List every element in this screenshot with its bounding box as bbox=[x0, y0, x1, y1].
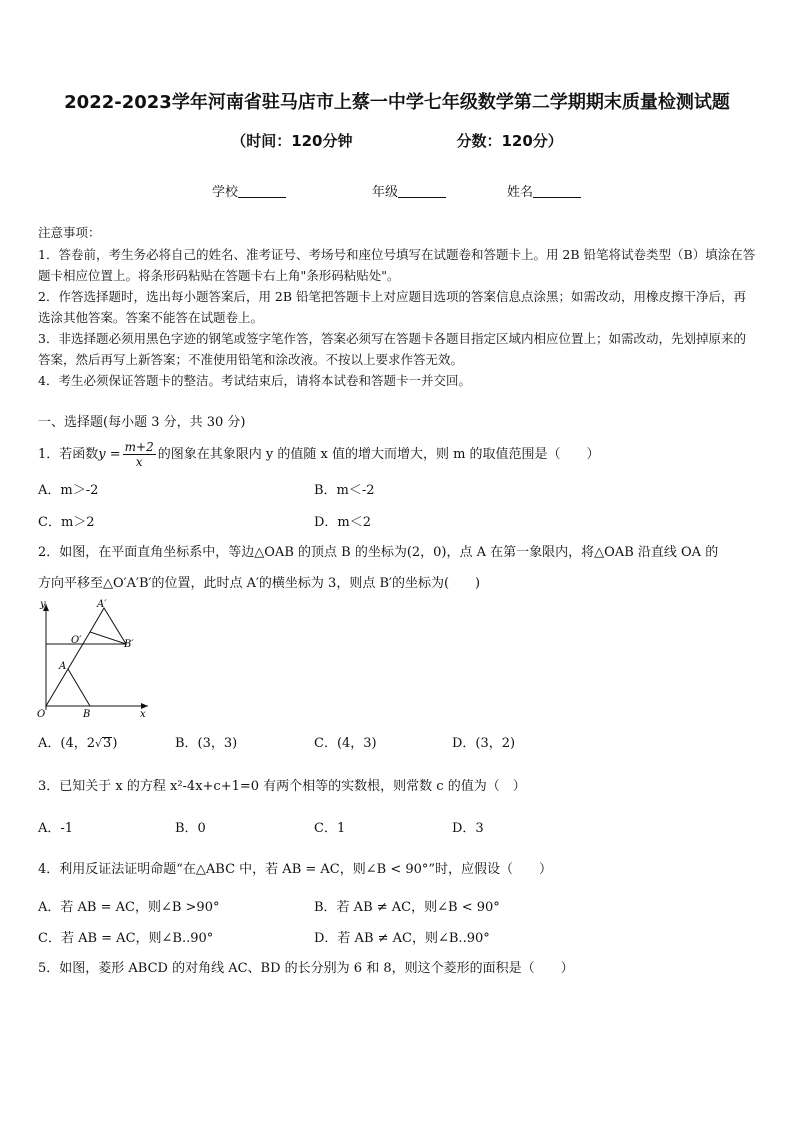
q2-text-line1: 2．如图，在平面直角坐标系中，等边△OAB 的顶点 B 的坐标为(2，0)，点 A 在第一象限内，将△OAB 沿直线 OA 的 bbox=[38, 545, 719, 560]
question-1 bbox=[38, 440, 600, 469]
question-3: 3．已知关于 x 的方程 x²-4x+c+1=0 有两个相等的实数根，则常数 c 的值为（ ） bbox=[38, 779, 526, 794]
q3-option-c[interactable]: C．1 bbox=[314, 821, 346, 836]
q1-function-var: y = bbox=[98, 447, 121, 462]
q2-option-a-close: ) bbox=[112, 736, 118, 751]
name-blank[interactable] bbox=[533, 184, 581, 198]
question-4: 4．利用反证法证明命题“在△ABC 中，若 AB = AC，则∠B < 90°”时，应假设（ ） bbox=[38, 862, 553, 877]
sqrt-icon: √ bbox=[95, 737, 103, 750]
q2-option-a-text: A．(4，2 bbox=[38, 736, 96, 751]
name-label: 姓名 bbox=[507, 185, 534, 200]
q4-option-b[interactable]: B．若 AB ≠ AC，则∠B < 90° bbox=[314, 900, 500, 915]
label-a: A bbox=[59, 661, 67, 672]
q2-option-c[interactable]: C．(4，3) bbox=[314, 736, 377, 751]
label-o: O bbox=[37, 709, 46, 720]
q2-option-b[interactable]: B．(3，3) bbox=[175, 736, 238, 751]
q3-option-b[interactable]: B．0 bbox=[175, 821, 206, 836]
label-o-prime: O′ bbox=[71, 635, 82, 646]
q4-option-c[interactable]: C．若 AB = AC，则∠B..90° bbox=[38, 931, 214, 946]
grade-field[interactable] bbox=[372, 181, 446, 200]
school-field[interactable] bbox=[212, 181, 286, 200]
q1-option-b[interactable]: B．m＜-2 bbox=[314, 483, 375, 498]
q2-text-line2: 方向平移至△O′A′B′的位置，此时点 A′的横坐标为 3，则点 B′的坐标为( ) bbox=[38, 576, 481, 591]
notice-heading: 注意事项： bbox=[38, 225, 101, 240]
q1-text-pre: 1．若函数 bbox=[38, 447, 99, 462]
label-x: x bbox=[140, 709, 146, 720]
q2-coordinate-figure bbox=[36, 598, 156, 723]
q2-option-d[interactable]: D．(3，2) bbox=[452, 736, 516, 751]
total-score: 分数：120分） bbox=[456, 132, 563, 150]
school-label: 学校 bbox=[212, 185, 239, 200]
triangle-oab bbox=[46, 669, 90, 706]
notice-item: 3．非选择题必须用黑色字迹的钢笔或签字笔作答，答案必须写在答题卡各题目指定区域内相应位置上；如需改动，先划掉原来的答案，然后再写上新答案；不准使用铅笔和涂改液。不按以上要求作答无效。 bbox=[38, 331, 746, 367]
time-limit: （时间：120分钟 bbox=[231, 132, 353, 150]
q3-option-a[interactable]: A．-1 bbox=[38, 821, 74, 836]
question-5: 5．如图，菱形 ABCD 的对角线 AC、BD 的长分别为 6 和 8，则这个菱形的面积是（ ） bbox=[38, 961, 574, 976]
notice-item: 4．考生必须保证答题卡的整洁。考试结束后，请将本试卷和答题卡一并交回。 bbox=[38, 373, 471, 388]
exam-meta bbox=[0, 130, 794, 151]
triangle-o1a1b1 bbox=[90, 608, 126, 644]
name-field[interactable] bbox=[507, 181, 581, 200]
notice-item: 2．作答选择题时，选出每小题答案后，用 2B 铅笔把答题卡上对应题目选项的答案信息点涂黑；如需改动，用橡皮擦干净后，再选涂其他答案。答案不能答在试题卷上。 bbox=[38, 289, 747, 325]
q1-denominator: x bbox=[135, 455, 143, 469]
label-y: y bbox=[40, 599, 46, 610]
q1-option-c[interactable]: C．m＞2 bbox=[38, 515, 95, 530]
q4-option-d[interactable]: D．若 AB ≠ AC，则∠B..90° bbox=[314, 931, 490, 946]
q1-fraction bbox=[123, 440, 156, 469]
label-a-prime: A′ bbox=[97, 599, 107, 610]
q3-option-d[interactable]: D．3 bbox=[452, 821, 484, 836]
q2-option-a-radicand: 3 bbox=[103, 736, 112, 751]
q1-text-post: 的图象在其象限内 y 的值随 x 值的增大而增大，则 m 的取值范围是（ ） bbox=[157, 447, 600, 462]
q1-option-d[interactable]: D．m＜2 bbox=[314, 515, 372, 530]
q2-option-a[interactable] bbox=[38, 732, 117, 751]
section-heading: 一、选择题(每小题 3 分，共 30 分) bbox=[38, 415, 246, 430]
page-title: 2022-2023学年河南省驻马店市上蔡一中学七年级数学第二学期期末质量检测试题 bbox=[64, 92, 730, 113]
grade-blank[interactable] bbox=[398, 184, 446, 198]
q4-option-a[interactable]: A．若 AB = AC，则∠B >90° bbox=[38, 900, 220, 915]
notice-item: 1．答卷前，考生务必将自己的姓名、准考证号、考场号和座位号填写在试题卷和答题卡上。用 2B 铅笔将试卷类型（B）填涂在答题卡相应位置上。将条形码粘贴在答题卡右上角"条形码粘贴处"。 bbox=[38, 247, 756, 283]
q1-option-a[interactable]: A．m＞-2 bbox=[38, 483, 99, 498]
school-blank[interactable] bbox=[238, 184, 286, 198]
label-b-prime: B′ bbox=[124, 639, 134, 650]
q1-numerator: m+2 bbox=[124, 440, 154, 454]
label-b: B bbox=[83, 709, 91, 720]
grade-label: 年级 bbox=[372, 185, 399, 200]
